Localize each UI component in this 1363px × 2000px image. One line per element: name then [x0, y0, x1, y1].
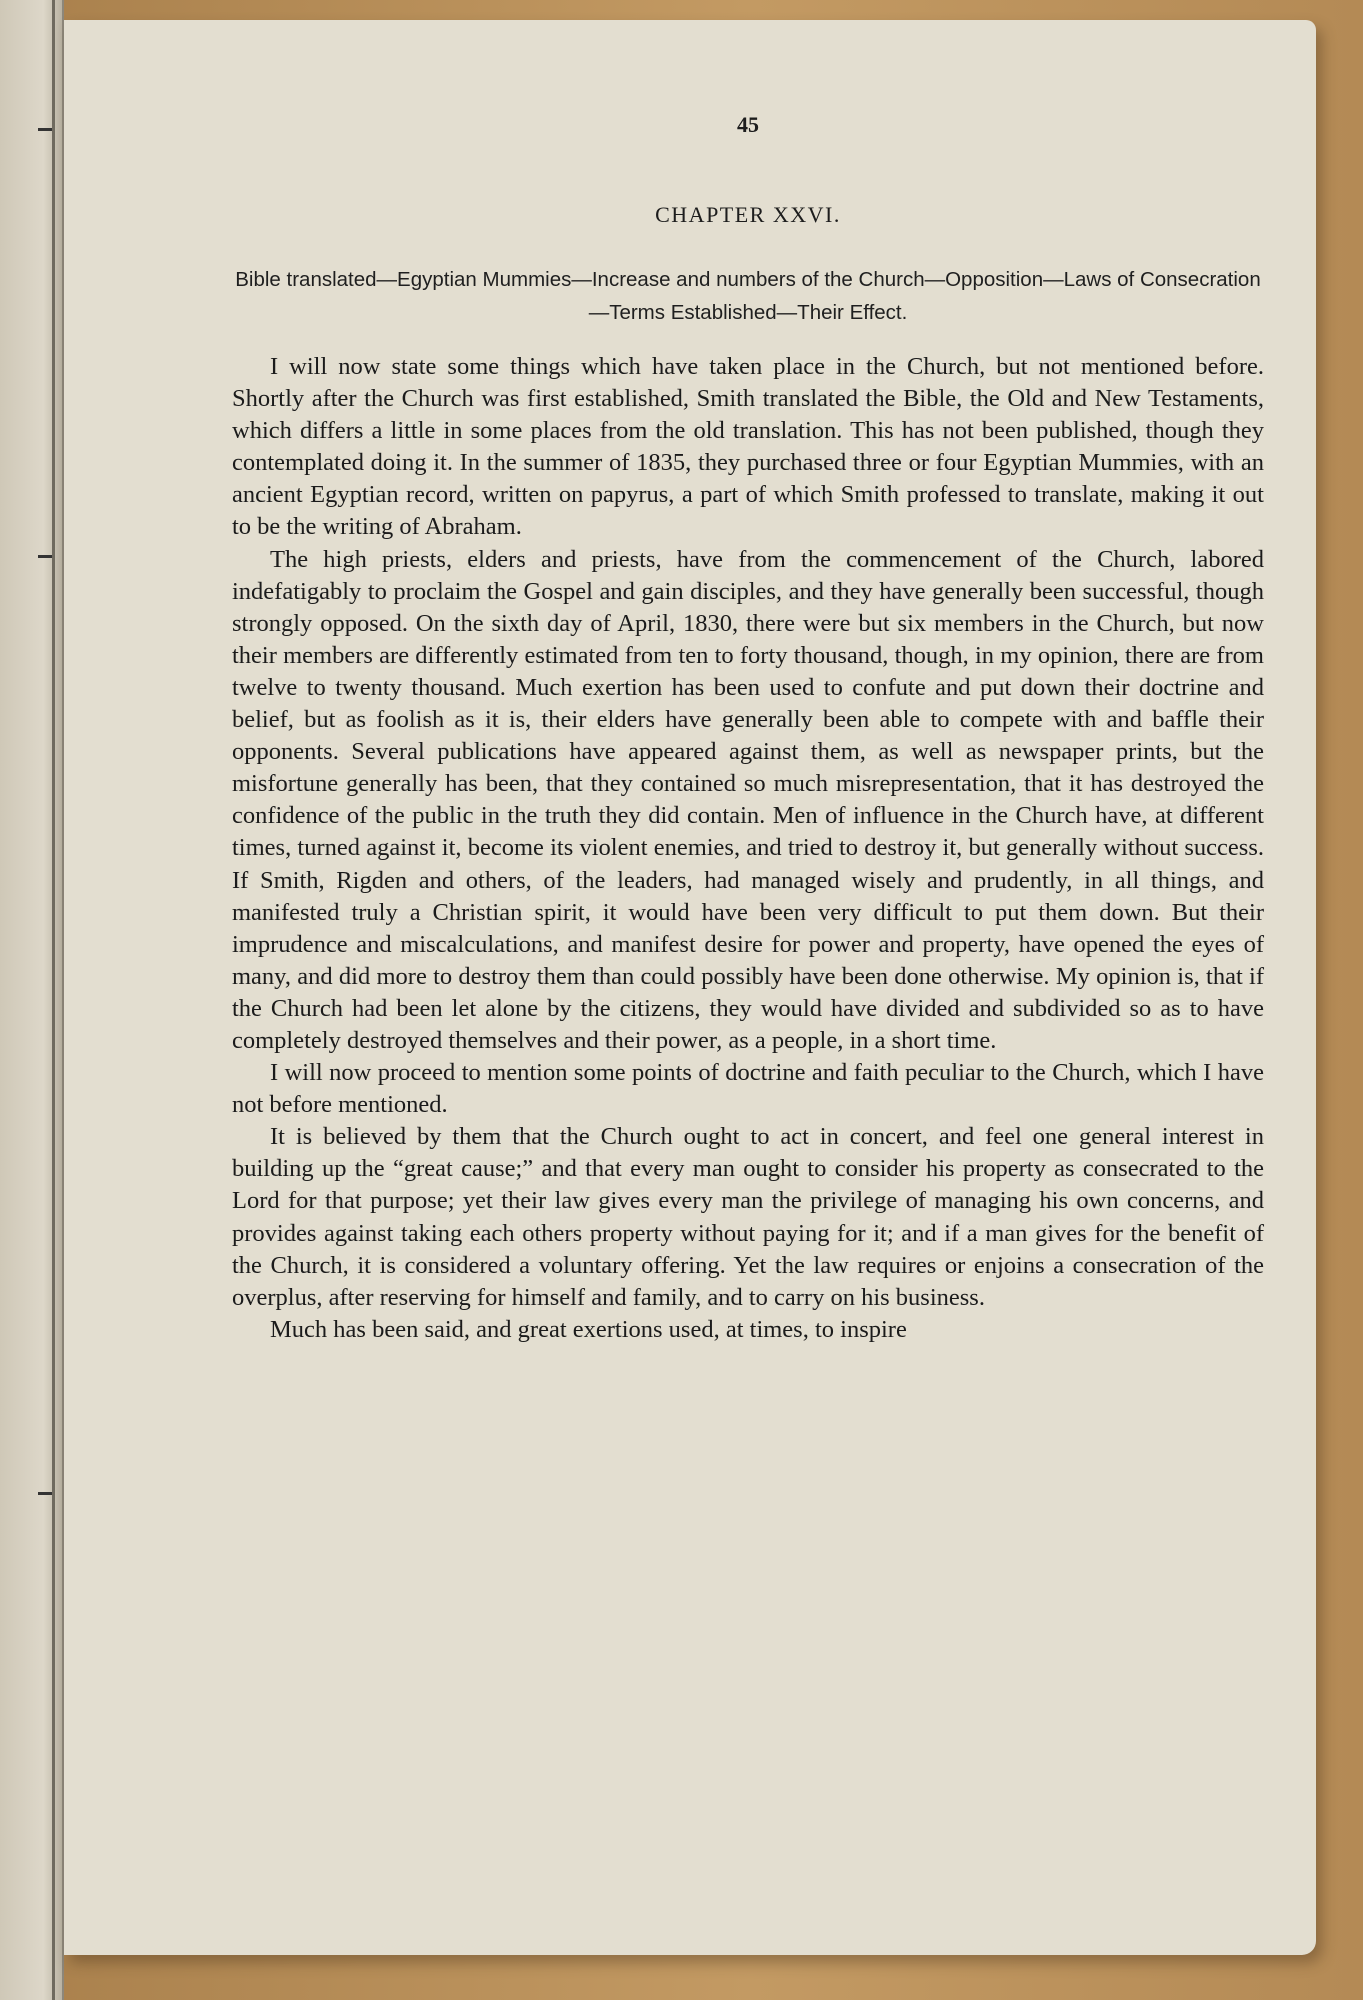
paragraph: Much has been said, and great exertions used, at times, to inspire: [270, 1315, 907, 1343]
paragraph: It is believed by them that the Church ought to act in concert, and feel one general interest in building up the “great cause;” and that every man ought to consider his property as consecrated to the Lord for that purpose; yet their law gives every man the privilege of managing his own concerns, and provides against taking each others property without paying for it; and if a man gives for the benefit of the Church, it is considered a voluntary offering. Yet the law requires or enjoins a consecration of the overplus, after reserving for himself and family, and to carry on his business.: [232, 1123, 1264, 1311]
chapter-synopsis: Bible translated—Egyptian Mummies—Increase and numbers of the Church—Opposition—Laws of Consecration—Terms Established—Their Effect.: [235, 268, 1261, 324]
margin-mark: [38, 128, 52, 131]
paragraph: The high priests, elders and priests, have from the commencement of the Church, labored indefatigably to proclaim the Gospel and gain disciples, and they have generally been successful, though strongly opposed. On the sixth day of April, 1830, there were but six members in the Church, but now their members are differently estimated from ten to forty thousand, though, in my opinion, there are from twelve to twenty thousand. Much exertion has been used to confute and put down their doctrine and belief, but as foolish as it is, their elders have generally been able to compete with and baffle their opponents. Several publications have appeared against them, as well as newspaper prints, but the misfortune generally has been, that they contained so much misrepresentation, that it has destroyed the confidence of the public in the truth they did contain. Men of influence in the Church have, at different times, turned against it, become its violent enemies, and tried to destroy it, but generally without success. If Smith, Rigden and others, of the leaders, had managed wisely and prudently, in all things, and manifested truly a Christian spirit, it would have been very difficult to put them down. But their imprudence and miscalculations, and manifest desire for power and property, have opened the eyes of many, and did more to destroy them than could possibly have been done otherwise. My opinion is, that if the Church had been let alone by the citizens, they would have divided and subdivided so as to have completely destroyed themselves and their power, as a people, in a short time.: [232, 545, 1264, 1054]
paragraph: I will now state some things which have taken place in the Church, but not mentioned before. Shortly after the Church was first established, Smith translated the Bible, the Old and New Testaments, which differs a little in some places from the old translation. This has not been published, though they contemplated doing it. In the summer of 1835, they purchased three or four Egyptian Mummies, with an ancient Egyptian record, written on papyrus, a part of which Smith professed to translate, making it out to be the writing of Abraham.: [232, 353, 1264, 541]
chapter-title: CHAPTER XXVI.: [655, 202, 841, 227]
margin-mark: [38, 555, 52, 558]
paragraph: I will now proceed to mention some points of doctrine and faith peculiar to the Church, which I have not before mentioned.: [232, 1059, 1264, 1119]
body-text: [232, 351, 1264, 1346]
book-spine: [52, 0, 55, 2000]
page-number: 45: [737, 112, 759, 137]
facing-page-edge: [0, 0, 64, 2000]
margin-mark: [38, 1492, 52, 1495]
book-page: [64, 20, 1316, 1955]
